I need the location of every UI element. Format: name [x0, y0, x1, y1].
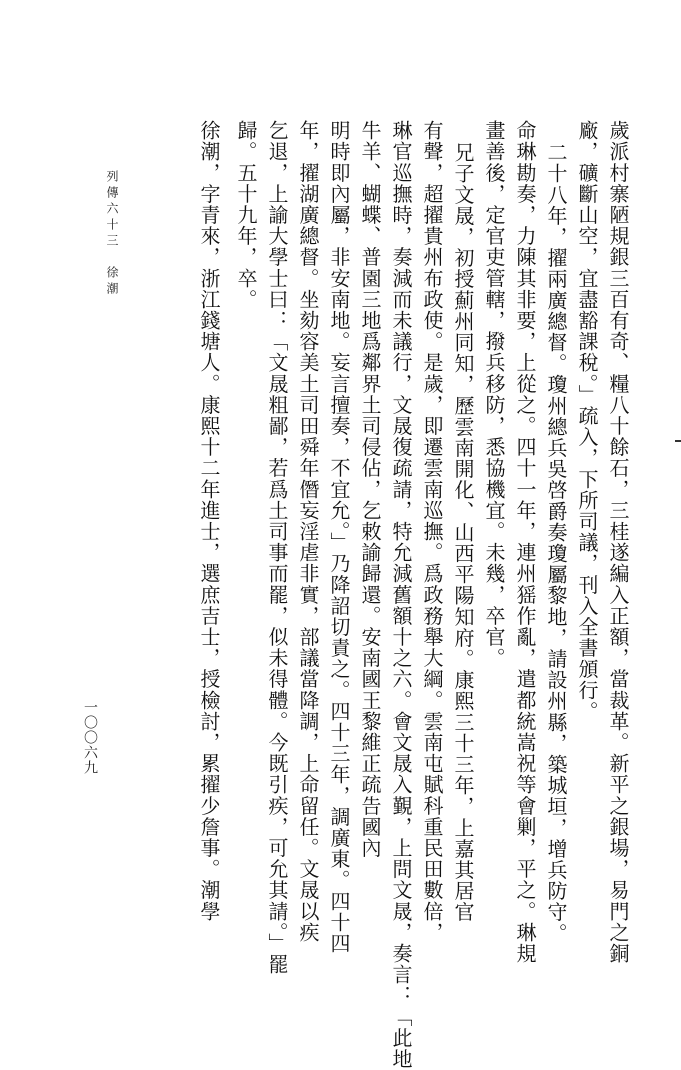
text-column-1: 歲派村寨陋規銀三百有奇、糧八十餘石，三桂遂編入正額，當裁革。新平之銀場，易門之銅	[606, 120, 630, 964]
text-column-5: 畫善後，定官吏管轄，撥兵移防，悉協機宜。未幾，卒官。	[482, 120, 506, 669]
text-column-13: 歸。五十九年，卒。	[234, 120, 258, 310]
text-column-4: 命琳勘奏，力陳其非要，上從之。四十一年，連州猺作亂，遣都統嵩祝等會剿，平之。琳規	[513, 120, 537, 964]
text-column-2: 廠，礦斷山空，宜盡豁課稅。」疏入，下所司議，刊入全書頒行。	[575, 120, 599, 722]
text-column-14: 徐潮，字青來，浙江錢塘人。康熙十二年進士，選庶吉士，授檢討，累擢少詹事。潮學	[197, 120, 221, 922]
text-column-9: 牛羊、蝴蝶、普園三地爲鄰界土司侵佔，乞敕諭歸還。安南國王黎維正疏告國內	[358, 120, 382, 859]
text-column-6: 兄子文晟，初授薊州同知，歷雲南開化、山西平陽知府。康熙三十三年，上嘉其居官	[451, 142, 475, 923]
text-column-7: 有聲，超擢貴州布政使。是歲，即遷雲南巡撫。爲政務舉大綱。雲南屯賦科重民田數倍，	[420, 120, 444, 943]
text-column-10: 明時即內屬，非安南地。妄言擅奏，不宜允。」乃降詔切責之。四十三年，調廣東。四十四	[327, 120, 351, 954]
running-folio: 列傳六十三 徐潮	[105, 170, 119, 298]
text-column-11: 年，擢湖廣總督。坐劾容美土司田舜年僭妄淫虐非實，部議當降調，上命留任。文晟以疾	[296, 120, 320, 943]
page-number: 一〇〇六九	[82, 700, 98, 775]
main-text	[193, 120, 633, 1070]
text-column-12: 乞退，上諭大學士曰：「文晟粗鄙，若爲土司事而罷，似未得體。今既引疾，可允其請。」罷	[265, 120, 289, 976]
text-column-3: 二十八年，擢兩廣總督。瓊州總兵吳啓爵奏瓊屬黎地，請設州縣，築城垣，增兵防守。	[544, 142, 568, 944]
binding-mark	[675, 440, 681, 442]
text-column-8: 琳官巡撫時，奏減而未議行，文晟復疏請，特允減舊額十之六。會文晟入覲，上問文晟，奏言：「此地	[389, 120, 413, 1070]
